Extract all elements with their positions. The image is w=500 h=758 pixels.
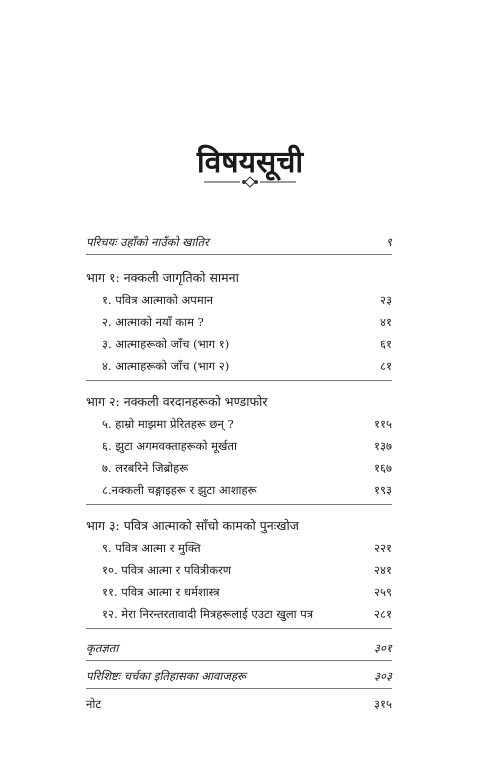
entry-title: १०. पवित्र आत्मा र पवित्रीकरण [102, 563, 232, 577]
divider [86, 254, 392, 255]
divider [86, 660, 392, 661]
entry-page: २३ [380, 293, 392, 307]
entry-title: ७. लरबरिने जिब्रोहरू [102, 461, 189, 475]
entry-page: ११५ [374, 417, 392, 431]
toc-entry-appendix[interactable] [86, 666, 392, 686]
toc-entry[interactable] [86, 334, 392, 354]
part-heading-3[interactable]: भाग ३: पवित्र आत्माको साँचो कामको पुनःखोज [86, 518, 299, 533]
toc-entry[interactable] [86, 356, 392, 376]
entry-page: ३१५ [374, 697, 392, 711]
divider [86, 688, 392, 689]
toc-entry-notes[interactable] [86, 694, 392, 714]
entry-page: ८१ [380, 359, 392, 373]
toc-entry[interactable] [86, 604, 392, 624]
entry-page: ९ [386, 235, 392, 249]
toc-entry-acknowledgements[interactable] [86, 638, 392, 658]
divider [86, 380, 392, 381]
toc-entry-preface[interactable] [86, 232, 392, 252]
toc-entry[interactable] [86, 290, 392, 310]
divider [86, 628, 392, 629]
toc-entry[interactable] [86, 458, 392, 478]
title-ornament-icon [204, 176, 296, 188]
part-heading-2[interactable]: भाग २: नक्कली वरदानहरूको भण्डाफोर [86, 394, 268, 409]
entry-title: ९. पवित्र आत्मा र मुक्ति [102, 541, 201, 555]
entry-page: ६१ [380, 337, 392, 351]
toc-entry[interactable] [86, 480, 392, 500]
entry-title: ४. आत्माहरूको जाँच (भाग २) [102, 359, 230, 373]
entry-page: २४१ [374, 563, 392, 577]
entry-title: १२. मेरा निरन्तरतावादी मित्रहरूलाई एउटा खुला पत्र [102, 607, 314, 621]
toc-entry[interactable] [86, 582, 392, 602]
entry-title: परिचयः उहाँको नाउँको खातिर [86, 235, 209, 249]
entry-page: १६७ [374, 461, 392, 475]
part-heading-1[interactable]: भाग १: नक्कली जागृतिको सामना [86, 270, 239, 285]
entry-title: परिशिष्टः चर्चका इतिहासका आवाजहरू [86, 669, 246, 683]
entry-title: ११. पवित्र आत्मा र धर्मशास्त्र [102, 585, 220, 599]
divider [86, 504, 392, 505]
entry-page: २५९ [374, 585, 392, 599]
entry-page: ३०३ [374, 669, 392, 683]
entry-title: कृतज्ञता [86, 641, 119, 655]
entry-title: ३. आत्माहरूको जाँच (भाग १) [102, 337, 230, 351]
toc-entry[interactable] [86, 560, 392, 580]
entry-page: २२१ [374, 541, 392, 555]
entry-title: ८.नक्कली चङ्गाइहरू र झुटा आशाहरू [102, 483, 257, 497]
toc-entry[interactable] [86, 312, 392, 332]
entry-page: १९३ [374, 483, 392, 497]
entry-title: १. पवित्र आत्माको अपमान [102, 293, 214, 307]
entry-page: ४१ [380, 315, 392, 329]
toc-entry[interactable] [86, 436, 392, 456]
toc-entry[interactable] [86, 414, 392, 434]
entry-page: ३०१ [374, 641, 392, 655]
entry-title: ५. हाम्रो माझमा प्रेरितहरू छन् ? [102, 417, 234, 431]
entry-page: २८१ [374, 607, 392, 621]
entry-title: २. आत्माको नयाँ काम ? [102, 315, 204, 329]
entry-title: ६. झुटा अगमवक्ताहरूको मूर्खता [102, 439, 237, 453]
entry-title: नोट [86, 697, 102, 711]
entry-page: १३७ [374, 439, 392, 453]
toc-entry[interactable] [86, 538, 392, 558]
page-title: विषयसूची [196, 145, 304, 180]
